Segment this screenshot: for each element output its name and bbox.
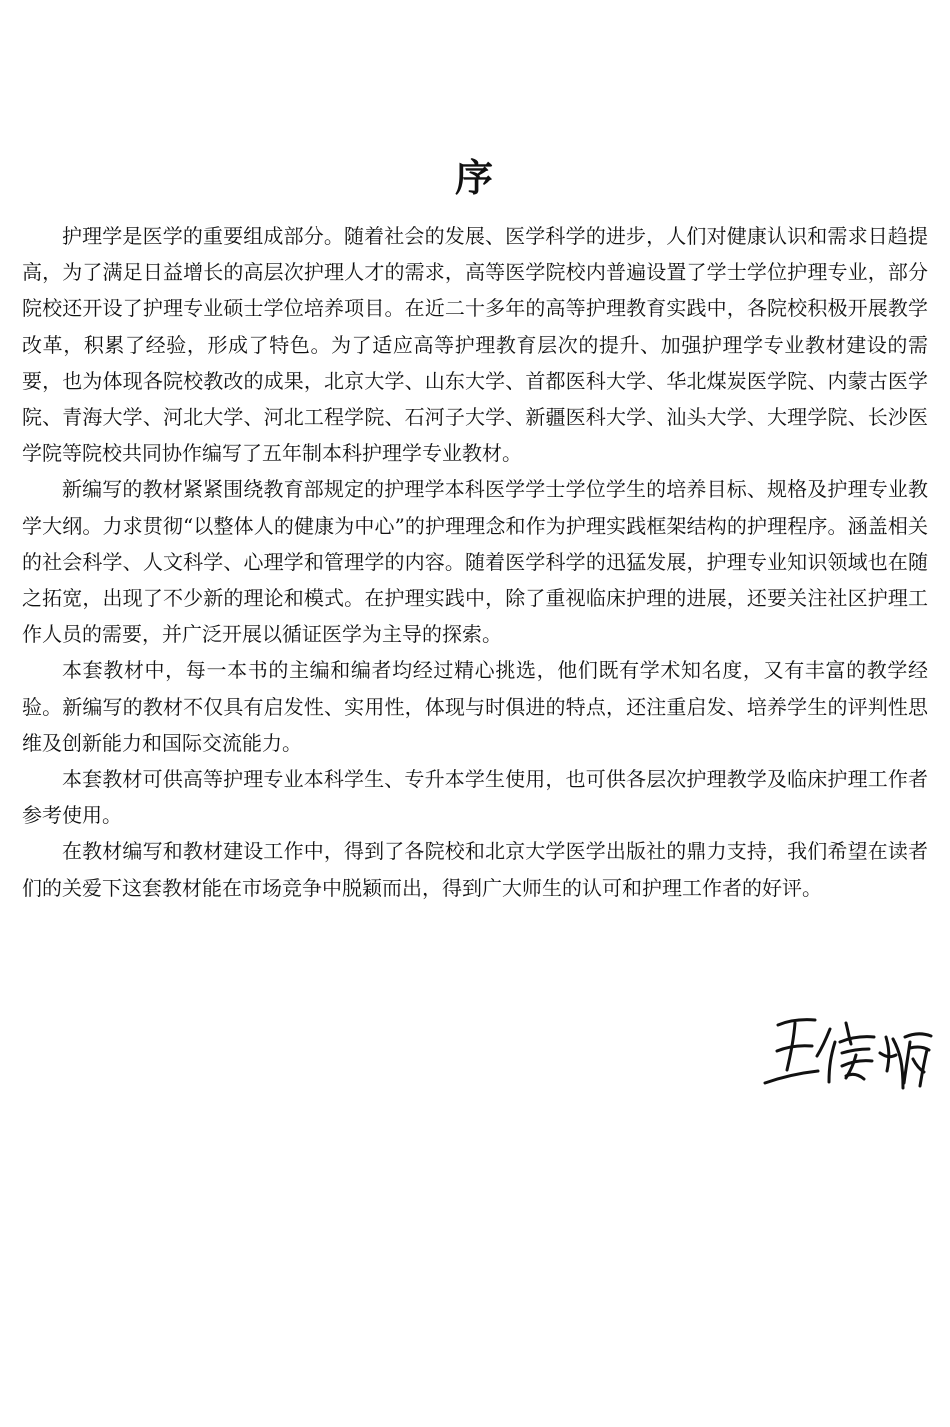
paragraph-4: 本套教材可供高等护理专业本科学生、专升本学生使用，也可供各层次护理教学及临床护理工作者参考使用。 — [22, 767, 928, 828]
preface-body — [22, 218, 928, 906]
paragraph-1: 护理学是医学的重要组成部分。随着社会的发展、医学科学的进步，人们对健康认识和需求日趋提高，为了满足日益增长的高层次护理人才的需求，高等医学院校内普遍设置了学士学位护理专业，部分院校还开设了护理专业硕士学位培养项目。在近二十多年的高等护理教育实践中，各院校积极开展教学改革，积累了经验，形成了特色。为了适应高等护理教育层次的提升、加强护理学专业教材建设的需要，也为体现各院校教改的成果，北京大学、山东大学、首都医科大学、华北煤炭医学院、内蒙古医学院、青海大学、河北大学、河北工程学院、石河子大学、新疆医科大学、汕头大学、大理学院、长沙医学院等院校共同协作编写了五年制本科护理学专业教材。 — [22, 224, 928, 466]
paragraph-3: 本套教材中，每一本书的主编和编者均经过精心挑选，他们既有学术知名度，又有丰富的教学经验。新编写的教材不仅具有启发性、实用性，体现与时俱进的特点，还注重启发、培养学生的评判性思维及创新能力和国际交流能力。 — [22, 658, 928, 755]
paragraph-2: 新编写的教材紧紧围绕教育部规定的护理学本科医学学士学位学生的培养目标、规格及护理专业教学大纲。力求贯彻“以整体人的健康为中心”的护理理念和作为护理实践框架结构的护理程序。涵盖相关的社会科学、人文科学、心理学和管理学的内容。随着医学科学的迅猛发展，护理专业知识领域也在随之拓宽，出现了不少新的理论和模式。在护理实践中，除了重视临床护理的进展，还要关注社区护理工作人员的需要，并广泛开展以循证医学为主导的探索。 — [22, 477, 928, 647]
paragraph-5: 在教材编写和教材建设工作中，得到了各院校和北京大学医学出版社的鼎力支持，我们希望在读者们的关爱下这套教材能在市场竞争中脱颖而出，得到广大师生的认可和护理工作者的好评。 — [22, 839, 928, 900]
page-title: 序 — [454, 155, 495, 201]
handwritten-signature — [760, 1008, 936, 1100]
